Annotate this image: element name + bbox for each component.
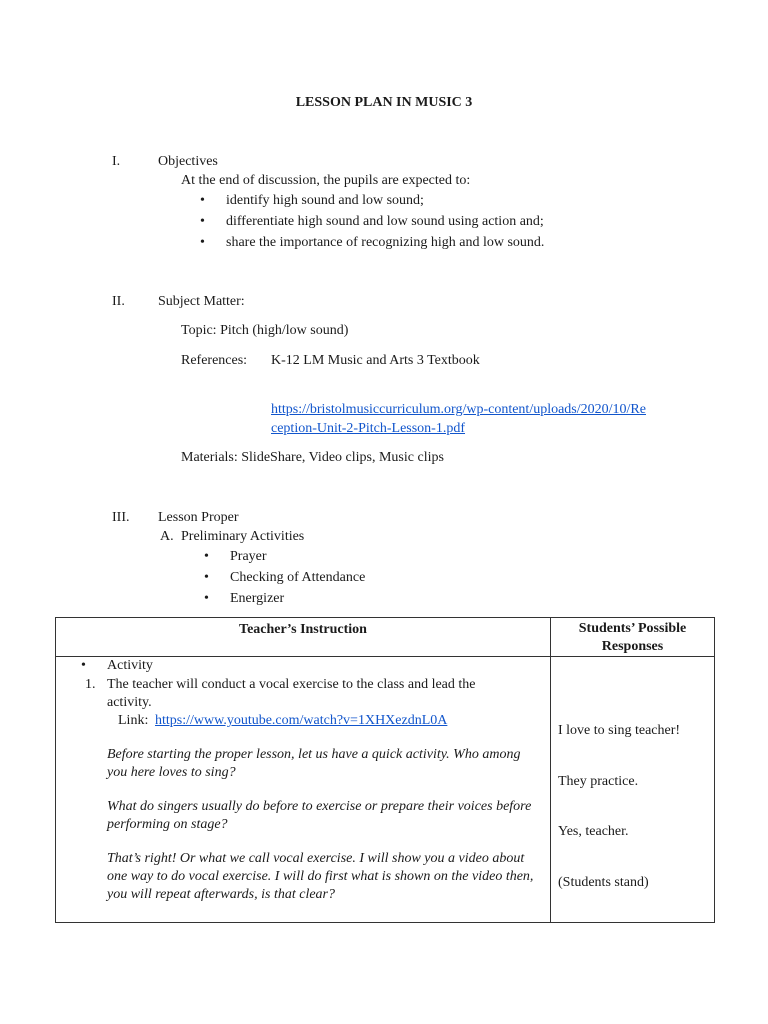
step-text-continued: activity. [107,695,152,710]
teacher-statement: That’s right! Or what we call vocal exercise. I will show you a video about one way to do vocal exercise. I will do first what is shown on the video then, you will repeat afterwards, is that clear? [107,851,534,902]
link-label: Link: [118,713,149,728]
subsection-letter: A. [160,529,174,544]
step-text: The teacher will conduct a vocal exercise to the class and lead the [107,677,476,692]
section-numeral: II. [112,294,125,309]
subsection-heading: Preliminary Activities [181,529,305,544]
header-text-line2: Responses [601,639,664,654]
teacher-instruction-cell [56,657,551,923]
activity-label: • Activity [107,657,153,675]
activity-item: • Energizer [230,590,284,608]
student-response: (Students stand) [558,875,649,890]
activity-item: • Prayer [230,548,267,566]
student-response: Yes, teacher. [558,824,629,839]
objective-item: • share the importance of recognizing high and low sound. [226,234,544,252]
student-response: I love to sing teacher! [558,723,681,738]
section-heading: Subject Matter: [158,294,245,309]
objective-item: • identify high sound and low sound; [226,192,424,210]
header-text-line1: Students’ Possible [578,621,687,636]
section-heading: Objectives [158,154,218,169]
objective-item: • differentiate high sound and low sound using action and; [226,213,544,231]
topic-text: Topic: Pitch (high/low sound) [181,323,349,338]
materials-text: Materials: SlideShare, Video clips, Music clips [181,450,444,465]
section-heading: Lesson Proper [158,510,239,525]
header-text: Teacher’s Instruction [239,622,367,637]
student-responses-cell [551,657,715,923]
reference-link[interactable]: https://bristolmusiccurriculum.org/wp-content/uploads/2020/10/Re [271,402,646,417]
page-title: LESSON PLAN IN MUSIC 3 [295,95,473,110]
teacher-question: What do singers usually do before to exercise or prepare their voices before performing on stage? [107,799,532,832]
activity-item: • Checking of Attendance [230,569,365,587]
references-label: References: [181,353,248,368]
instruction-table [55,617,715,923]
step-number: 1. [85,677,96,692]
section-numeral: I. [112,154,121,169]
teacher-question: Before starting the proper lesson, let us have a quick activity. Who among you here loves to sing? [107,747,521,780]
references-value: K-12 LM Music and Arts 3 Textbook [271,353,480,368]
reference-link-continued[interactable]: ception-Unit-2-Pitch-Lesson-1.pdf [271,421,466,436]
video-link[interactable]: https://www.youtube.com/watch?v=1XHXezdnL0A [155,713,448,728]
objectives-intro: At the end of discussion, the pupils are expected to: [181,173,471,188]
student-responses-header [551,618,715,657]
student-response: They practice. [558,774,639,789]
teacher-instruction-header [56,618,551,657]
section-numeral: III. [112,510,130,525]
